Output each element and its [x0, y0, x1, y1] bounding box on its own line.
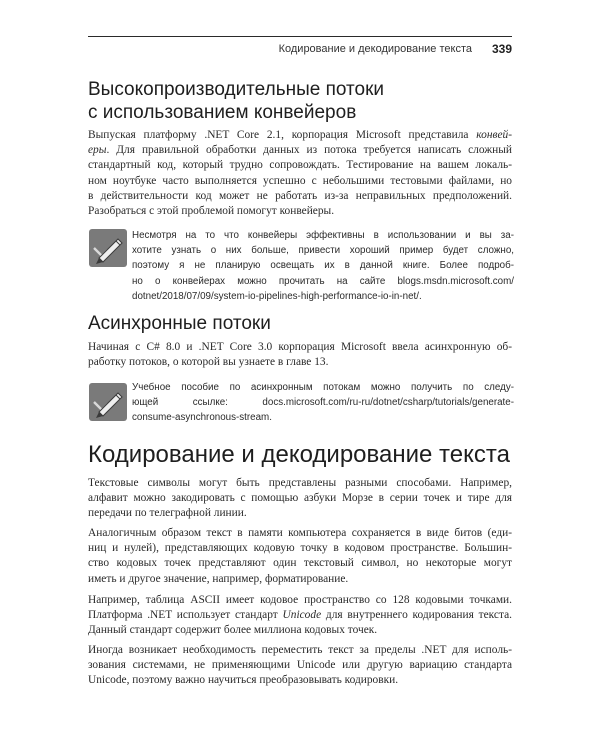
paragraph-encoding-3: Например, таблица ASCII имеет кодовое пространство со 128 кодовыми точками. Платформа .NET использует стандарт Unicode для внутреннего кодирования текста. Данный стандарт содержит более миллиона кодовых точек.	[88, 594, 512, 637]
paragraph-async: Начиная с C# 8.0 и .NET Core 3.0 корпорация Microsoft ввела асинхронную об- работку потоков, о которой вы узнаете в главе 13.	[88, 341, 512, 369]
note-text: Несмотря на то что конвейеры эффективны в использовании и вы за- хотите узнать о них больше, привести хороший пример будет сложно, поэтому я не планирую освещать их в данной книге. Более подроб- но о конвейерах можно прочитать на сайте blogs.msdn.microsoft.com/ dotnet/2018/07/09/system-io-pipelines-high-performance-io-in-net/.	[132, 230, 514, 302]
section-heading-async: Асинхронные потоки	[88, 313, 271, 334]
running-title: Кодирование и декодирование текста	[278, 43, 472, 55]
paragraph-encoding-1: Текстовые символы могут быть представлены разными способами. Например, алфавит можно закодировать с помощью азбуки Морзе в серии точек и тире для передачи по телеграфной линии.	[88, 477, 512, 520]
page-number: 339	[491, 42, 512, 56]
pencil-note-icon	[88, 228, 128, 268]
pencil-note-icon	[88, 382, 128, 422]
note-text: Учебное пособие по асинхронным потокам можно получить по следу- ющей ссылке: docs.microsoft.com/ru-ru/dotnet/csharp/tutorials/generate- consume-asynchronous-stream.	[132, 382, 514, 424]
paragraph-encoding-4: Иногда возникает необходимость переместить текст за пределы .NET для исполь- зования системами, не применяющими Unicode или другую вариацию стандарта Unicode, поэтому важно научиться преобразовывать кодировки.	[88, 644, 512, 687]
paragraph-encoding-2: Аналогичным образом текст в памяти компьютера сохраняется в виде битов (еди- ниц и нулей), представляющих кодовую точку в кодовом пространстве. Большин- ство кодовых точек представляют один текстовый символ, но некоторые могут иметь и другое значение, например, форматирование.	[88, 527, 512, 585]
paragraph-pipelines-intro: Выпуская платформу .NET Core 2.1, корпорация Microsoft представила конвей- еры. Для правильной обработки данных из потока требуется написать сложный стандартный код, который трудно сопровождать. Тестирование на вашем локаль- ном ноутбуке часто выполняется успешно с небольшими тестовыми файлами, но в действительности код может не работать из-за неправильных предположений. Разобраться с этой проблемой помогут конвейеры.	[88, 129, 512, 218]
section-heading-encoding: Кодирование и декодирование текста	[88, 441, 510, 468]
section-heading-pipelines: Высокопроизводительные потоки с использованием конвейеров	[88, 79, 385, 123]
term-pipelines: конвей-	[476, 129, 512, 141]
running-header	[88, 36, 512, 59]
term-unicode: Unicode	[282, 609, 322, 622]
